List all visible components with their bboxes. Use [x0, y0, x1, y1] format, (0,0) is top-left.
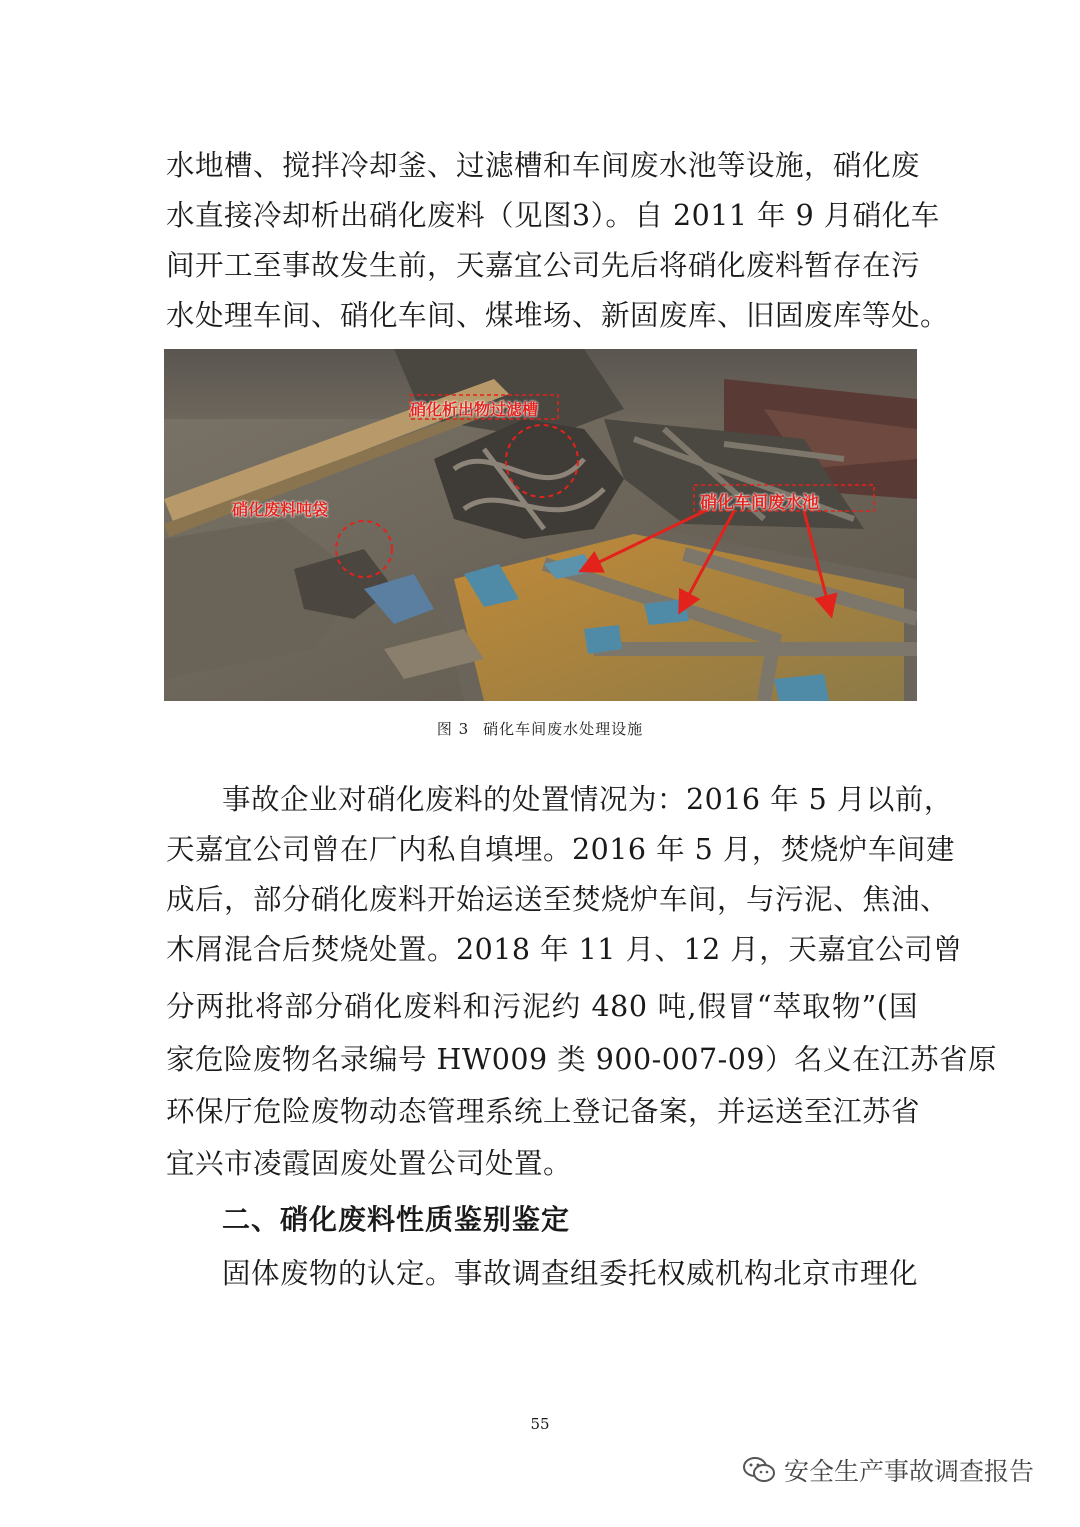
- section-heading: 二、硝化废料性质鉴别鉴定: [222, 1203, 571, 1236]
- paragraph1-line-4: 水处理车间、硝化车间、煤堆场、新固废库、旧固废库等处。: [166, 299, 950, 332]
- wechat-watermark: [742, 1452, 1034, 1488]
- watermark-text: 安全生产事故调查报告: [784, 1457, 1035, 1486]
- page-number: 55: [530, 1415, 550, 1433]
- figure-photo: [164, 349, 917, 701]
- paragraph2-line-6: 家危险废物名录编号 HW009 类 900-007-09）名义在江苏省原: [166, 1043, 998, 1076]
- filter-tank-label: 硝化析出物过滤槽: [410, 400, 539, 419]
- paragraph2-line-2: 天嘉宜公司曾在厂内私自填埋。2016 年 5 月，焚烧炉车间建: [166, 833, 955, 866]
- figure-caption: [0, 718, 1080, 739]
- paragraph1-line-1: 水地槽、搅拌冷却釜、过滤槽和车间废水池等设施，硝化废: [166, 149, 921, 182]
- waste-bags-label: 硝化废料吨袋: [232, 500, 329, 519]
- paragraph2-line-4: 木屑混合后焚烧处置。2018 年 11 月、12 月，天嘉宜公司曾: [166, 933, 963, 966]
- wechat-icon: [742, 1455, 776, 1485]
- accident-site-photo: [164, 349, 917, 701]
- paragraph2-line-3: 成后，部分硝化废料开始运送至焚烧炉车间，与污泥、焦油、: [166, 883, 950, 916]
- paragraph2-line-7: 环保厅危险废物动态管理系统上登记备案，并运送至江苏省: [166, 1095, 921, 1128]
- paragraph2-line-8: 宜兴市凌霞固废处置公司处置。: [166, 1147, 573, 1180]
- wastewater-pool-label: 硝化车间废水池: [700, 493, 819, 513]
- caption-text: 硝化车间废水处理设施: [483, 720, 644, 738]
- paragraph2-line-5: 分两批将部分硝化废料和污泥约 480 吨,假冒“萃取物”(国: [166, 990, 918, 1023]
- paragraph3-line-1: 固体废物的认定。事故调查组委托权威机构北京市理化: [222, 1257, 919, 1290]
- caption-number: 图 3: [436, 720, 470, 738]
- paragraph1-line-3: 间开工至事故发生前，天嘉宜公司先后将硝化废料暂存在污: [166, 249, 921, 282]
- paragraph1-line-2: 水直接冷却析出硝化废料（见图3）。自 2011 年 9 月硝化车: [166, 199, 940, 232]
- paragraph2-line-1: 事故企业对硝化废料的处置情况为：2016 年 5 月以前，: [222, 783, 953, 816]
